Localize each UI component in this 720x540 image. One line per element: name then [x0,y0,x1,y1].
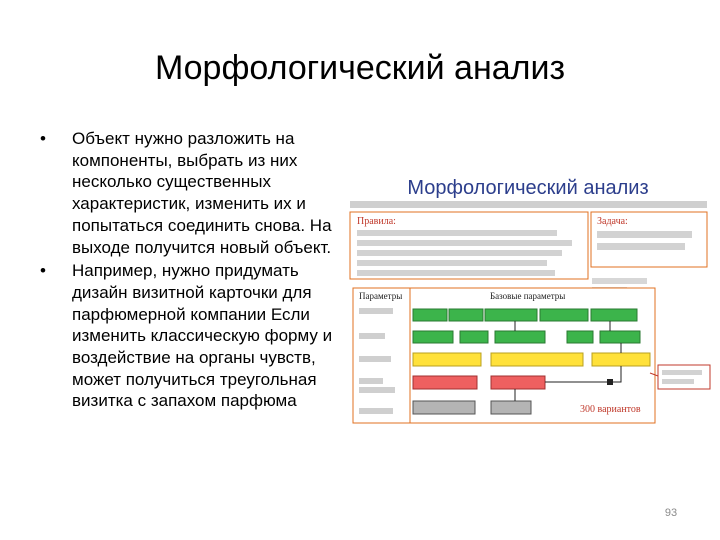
figure-canvas [345,168,712,448]
task-line-placeholder [597,243,685,250]
option-box [592,353,650,366]
rules-line-placeholder [357,250,562,256]
option-box [413,353,481,366]
rules-heading: Правила: [357,216,396,227]
row-label-placeholder [359,378,383,384]
rules-line-placeholder [357,230,557,236]
side-note-placeholder [662,379,694,384]
option-box [491,401,531,414]
row-label-placeholder [359,408,393,414]
bullet-text: Например, нужно придумать дизайн визитной карточки для парфюмерной компании Если изменить классическую форму и воздействие на органы чувств, может получиться треугольная визитка с запахом парфюма [72,261,333,411]
bullet-item [40,128,345,258]
figure-title: Морфологический анализ [407,177,649,199]
bullet-marker: • [40,129,46,148]
bullet-text: Объект нужно разложить на компоненты, выбрать из них несколько существенных характеристик, изменить их и попытаться соединить снова. На выходе получится новый объект. [72,129,332,257]
task-heading: Задача: [597,216,628,227]
bullet-list [40,128,345,412]
morphological-analysis-figure [345,168,712,448]
option-box [485,309,537,321]
bullet-item [40,260,345,412]
row-label-placeholder [359,356,391,362]
figure-subtitle-placeholder [350,201,707,208]
rules-line-placeholder [357,260,547,266]
option-box [491,353,583,366]
page-number: 93 [664,507,678,519]
option-box [540,309,588,321]
option-box [413,331,453,343]
option-box [413,401,475,414]
row-label-placeholder [359,333,385,339]
row-label-placeholder [359,308,393,314]
components-header: Базовые параметры [490,291,566,301]
task-line-placeholder [597,231,692,238]
connector-node [607,379,613,385]
row-label-placeholder [359,387,395,393]
option-box [567,331,593,343]
table-side-label-placeholder [592,278,647,284]
side-note-placeholder [662,370,702,375]
option-box [591,309,637,321]
option-box [491,376,545,389]
option-box [413,376,477,389]
option-box [413,309,447,321]
bullet-marker: • [40,261,46,281]
option-box [460,331,488,343]
rules-line-placeholder [357,240,572,246]
option-box [600,331,640,343]
side-note-box [658,365,710,389]
slide-title: Морфологический анализ [154,49,566,87]
variants-label: 300 вариантов [580,404,641,415]
option-box [495,331,545,343]
rules-line-placeholder [357,270,555,276]
parameters-header: Параметры [359,291,403,301]
option-box [449,309,483,321]
